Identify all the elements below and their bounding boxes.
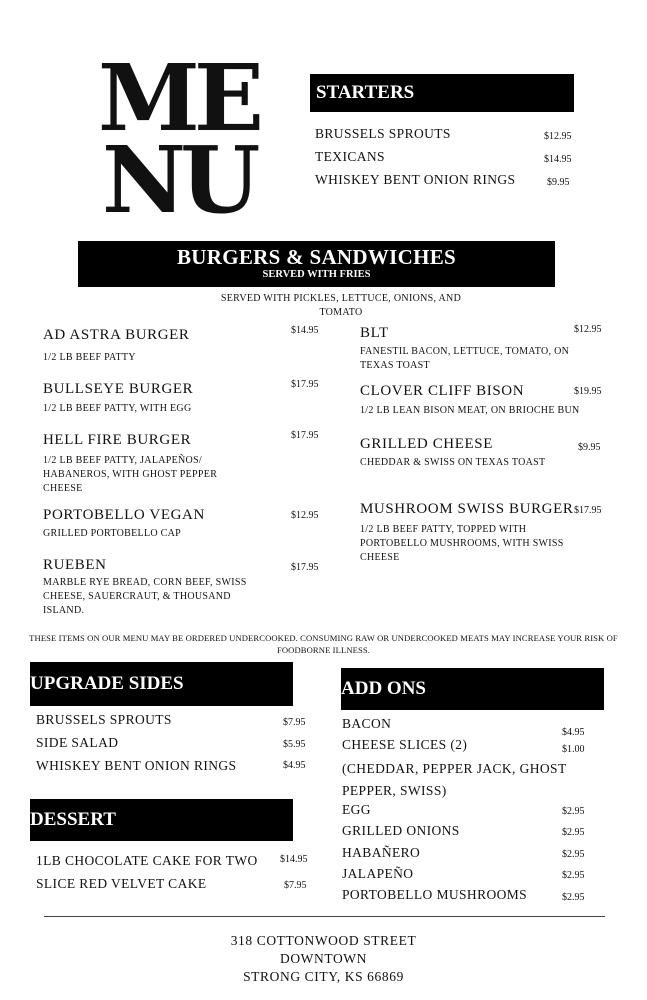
burger-name: BULLSEYE BURGER: [43, 381, 194, 397]
burger-desc: GRILLED PORTOBELLO CAP: [43, 528, 182, 539]
addon-item-name: HABAÑERO: [342, 845, 421, 860]
footer-divider: [44, 916, 605, 917]
burger-desc: 1/2 LB BEEF PATTY, TOPPED WITH PORTOBELLO MUSHROOMS, WITH SWISS CHEESE: [360, 524, 564, 563]
burger-price: $17.95: [291, 562, 319, 573]
addon-item-price: $2.95: [562, 870, 585, 881]
addon-item-name: CHEESE SLICES (2): [342, 737, 468, 752]
menu-title-line2: NU: [102, 126, 255, 234]
dessert-item-name: SLICE RED VELVET CAKE: [36, 876, 207, 891]
addon-item-price: $2.95: [562, 827, 585, 838]
burger-name: MUSHROOM SWISS BURGER: [360, 501, 574, 517]
side-item-name: SIDE SALAD: [36, 735, 119, 750]
burgers-subheading: SERVED WITH FRIES: [262, 269, 371, 280]
address-line: DOWNTOWN: [279, 951, 368, 966]
burgers-banner: [78, 241, 555, 287]
burger-desc: FANESTIL BACON, LETTUCE, TOMATO, ON TEXAS TOAST: [360, 346, 570, 371]
dessert-heading: DESSERT: [30, 799, 293, 841]
addon-item-price: $1.00: [562, 744, 585, 755]
burger-name: HELL FIRE BURGER: [43, 432, 192, 448]
burger-price: $9.95: [578, 442, 601, 453]
starter-item-name: WHISKEY BENT ONION RINGS: [315, 172, 516, 187]
dessert-item-price: $7.95: [284, 880, 307, 891]
dessert-item-name: 1LB CHOCOLATE CAKE FOR TWO: [36, 853, 258, 868]
addon-item-name: EGG: [342, 802, 371, 817]
burger-price: $14.95: [291, 325, 319, 336]
addon-item-name: (CHEDDAR, PEPPER JACK, GHOST PEPPER, SWISS): [342, 761, 567, 798]
burger-desc: 1/2 LB LEAN BISON MEAT, ON BRIOCHE BUN: [360, 405, 580, 416]
burgers-heading: BURGERS & SANDWICHES: [176, 245, 457, 269]
burger-desc: 1/2 LB BEEF PATTY, JALAPEÑOS/ HABANEROS, WITH GHOST PEPPER CHEESE: [43, 455, 218, 494]
burger-desc: 1/2 LB BEEF PATTY, WITH EGG: [43, 403, 192, 414]
addon-item-price: $4.95: [562, 727, 585, 738]
address-line: STRONG CITY, KS 66869: [243, 969, 404, 984]
burgers-note: SERVED WITH PICKLES, LETTUCE, ONIONS, AND TOMATO: [220, 293, 462, 318]
burger-price: $12.95: [574, 324, 602, 335]
add-ons-heading: ADD ONS: [341, 668, 604, 710]
side-item-price: $4.95: [283, 760, 306, 771]
burger-price: $17.95: [291, 430, 319, 441]
addon-item-price: $2.95: [562, 806, 585, 817]
side-item-price: $7.95: [283, 717, 306, 728]
starter-item-name: TEXICANS: [315, 149, 385, 164]
burger-desc: CHEDDAR & SWISS ON TEXAS TOAST: [360, 457, 546, 468]
burger-desc: 1/2 LB BEEF PATTY: [43, 352, 136, 363]
addon-item-name: JALAPEÑO: [342, 866, 414, 881]
addon-item-name: BACON: [342, 716, 392, 731]
upgrade-sides-heading: UPGRADE SIDES: [30, 662, 293, 706]
addon-item-name: PORTOBELLO MUSHROOMS: [342, 887, 528, 902]
starter-item-price: $14.95: [544, 154, 572, 165]
dessert-item-price: $14.95: [280, 854, 308, 865]
burger-desc: MARBLE RYE BREAD, CORN BEEF, SWISS CHEESE, SAUERCRAUT, & THOUSAND ISLAND.: [43, 577, 247, 616]
burger-price: $19.95: [574, 386, 602, 397]
burger-name: BLT: [360, 325, 389, 341]
address-line: 318 COTTONWOOD STREET: [230, 933, 417, 948]
burger-name: PORTOBELLO VEGAN: [43, 507, 205, 523]
addon-item-price: $2.95: [562, 892, 585, 903]
burger-price: $17.95: [574, 505, 602, 516]
undercooked-warning: THESE ITEMS ON OUR MENU MAY BE ORDERED UNDERCOOKED. CONSUMING RAW OR UNDERCOOKED MEATS MAY INCREASE YOUR RISK OF FOODBORNE ILLNESS.: [29, 633, 618, 655]
starter-item-price: $9.95: [547, 177, 570, 188]
menu-title-line1: ME: [98, 44, 258, 152]
burger-price: $12.95: [291, 510, 319, 521]
side-item-name: BRUSSELS SPROUTS: [36, 712, 172, 727]
burger-price: $17.95: [291, 379, 319, 390]
starters-heading: STARTERS: [310, 74, 574, 112]
burger-name: GRILLED CHEESE: [360, 436, 493, 452]
burger-name: AD ASTRA BURGER: [43, 327, 190, 343]
side-item-price: $5.95: [283, 739, 306, 750]
burger-name: CLOVER CLIFF BISON: [360, 383, 525, 399]
starter-item-price: $12.95: [544, 131, 572, 142]
addon-item-name: GRILLED ONIONS: [342, 823, 460, 838]
starter-item-name: BRUSSELS SPROUTS: [315, 126, 451, 141]
side-item-name: WHISKEY BENT ONION RINGS: [36, 758, 237, 773]
addon-item-price: $2.95: [562, 849, 585, 860]
burger-name: RUEBEN: [43, 557, 107, 573]
